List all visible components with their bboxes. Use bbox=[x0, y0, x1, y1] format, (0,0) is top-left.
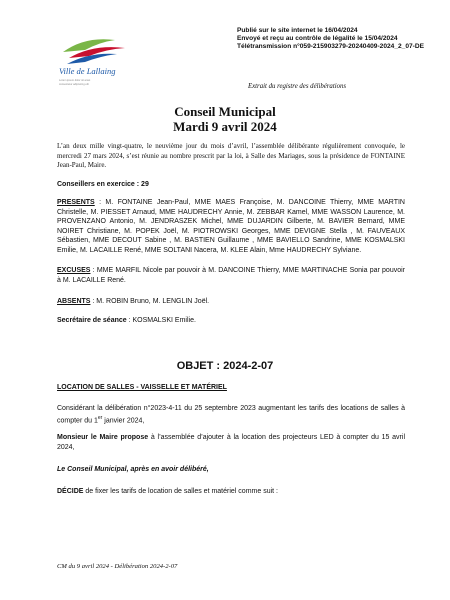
intro-text: L’an deux mille vingt-quatre, le neuvième jour du mois d’avril, l’assemblée délibérante régulièrement convoquée, le mercredi 27 mars 2024, s’est réunie au nombre prescrit par la loi, à Salle des Mariages, sous la présidence de FONTAINE Jean-Paul, Maire. bbox=[57, 142, 405, 170]
excuses-label: EXCUSES bbox=[57, 267, 91, 274]
document-title: Conseil Municipal bbox=[174, 104, 276, 119]
svg-text:Ville de Lallaing: Ville de Lallaing bbox=[59, 66, 116, 76]
secretaire-label: Secrétaire de séance bbox=[57, 317, 127, 324]
register-extract-note: Extrait du registre des délibérations bbox=[248, 83, 347, 90]
conseillers-label: Conseillers en exercice : bbox=[57, 181, 142, 188]
absents-text: : M. ROBIN Bruno, M. LENGLIN Joël. bbox=[90, 298, 210, 305]
considerant-sup: er bbox=[97, 414, 103, 421]
proposal-label: Monsieur le Maire propose bbox=[57, 434, 149, 441]
absents-line bbox=[57, 297, 405, 307]
secretaire-line bbox=[57, 316, 405, 326]
publication-line-2: Envoyé et reçu au contrôle de légalité le 15/04/2024 bbox=[237, 35, 398, 42]
presents-paragraph bbox=[57, 198, 405, 256]
proposal-text: à l’assemblée d’ajouter à la location des projecteurs LED à compter du 15 avril 2024, bbox=[57, 434, 405, 451]
considerant-paragraph bbox=[57, 404, 405, 426]
city-logo-emblem bbox=[55, 34, 135, 96]
decide-label: DÉCIDE bbox=[57, 488, 84, 495]
svg-text:Lorem ipsum dolor sit amet: Lorem ipsum dolor sit amet bbox=[59, 79, 91, 82]
decide-line bbox=[57, 487, 405, 497]
page-footer: CM du 9 avril 2024 - Délibération 2024-2-07 bbox=[57, 563, 178, 570]
svg-text:consectetur adipiscing elit: consectetur adipiscing elit bbox=[59, 83, 89, 86]
conseillers-line bbox=[57, 180, 405, 190]
presents-text: : M. FONTAINE Jean-Paul, MME MAES Françoise, M. DANCOINE Thierry, MME MARTIN Christelle, M. PIESSET Arnaud, MME HAUDRECHY Annie, M. ZEBBAR Kamel, MME WASSON Laurence, M. PROVENZANO Antonio, M. JENDRASZEK Michel, MME DUJARDIN Gilberte, M. BAVIER Bernard, MME NOIRET Christiane, M. POPEK Joël, M. PIOTROWSKI Georges, MME DEVIGNE Stella , M. FAUVEAUX Sébastien, MME DECOUT Sabine , M. BASTIEN Guillaume , MME BAVIELLO Sandrine, MME KOSMALSKI Emilie, M. LACAILLE René, MME SOLTANI Nacera, M. KLEE Alain, Mme HAUDRECHY Sylviane. bbox=[57, 199, 405, 254]
meeting-date: Mardi 9 avril 2024 bbox=[173, 119, 277, 134]
decide-text: de fixer les tarifs de location de salles et matériel comme suit : bbox=[83, 488, 278, 495]
conseil-line: Le Conseil Municipal, après en avoir délibéré, bbox=[57, 466, 209, 473]
intro-paragraph bbox=[57, 142, 405, 171]
secretaire-text: : KOSMALSKI Emilie. bbox=[126, 317, 196, 324]
subject-text: LOCATION DE SALLES - VAISSELLE ET MATÉRIEL bbox=[57, 384, 227, 391]
conseillers-count: 29 bbox=[141, 181, 149, 188]
publication-stamp bbox=[237, 27, 424, 51]
city-logo bbox=[55, 34, 135, 96]
considerant-text: Considérant la délibération n°2023-4-11 du 25 septembre 2023 augmentant les tarifs des locations de salles à compter du 1 bbox=[57, 405, 405, 424]
subject-line bbox=[57, 383, 405, 393]
publication-line-1: Publié sur le site internet le 16/04/2024 bbox=[237, 27, 358, 34]
excuses-text: : MME MARFIL Nicole par pouvoir à M. DANCOINE Thierry, MME MARTINACHE Sonia par pouvoir à M. LACAILLE René. bbox=[57, 267, 405, 284]
considerant-tail: janvier 2024, bbox=[102, 416, 145, 424]
presents-label: PRESENTS bbox=[57, 199, 95, 206]
excuses-paragraph bbox=[57, 266, 405, 285]
objet-heading: OBJET : 2024-2-07 bbox=[176, 360, 274, 372]
publication-line-3: Télétransmission n°059-215903279-20240409-2024_2_07-DE bbox=[237, 43, 425, 50]
absents-label: ABSENTS bbox=[57, 298, 91, 305]
proposal-paragraph bbox=[57, 433, 405, 452]
